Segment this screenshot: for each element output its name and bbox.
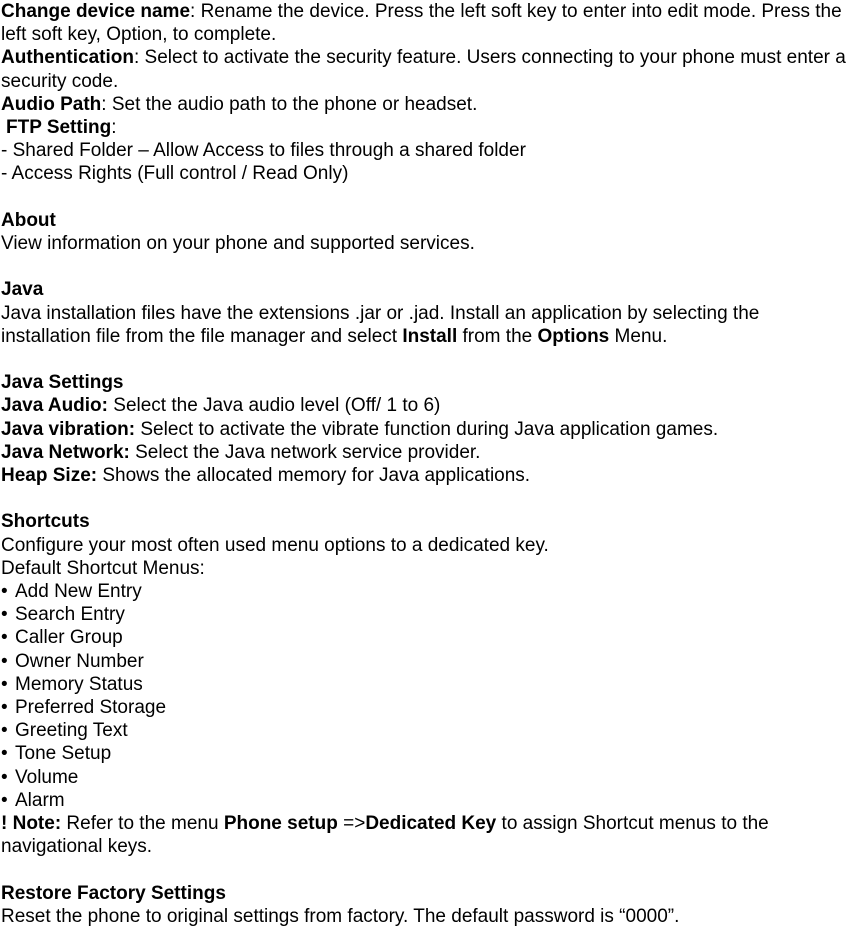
list-item: • Volume [1,766,79,788]
change-device-name-term: Change device name [1,1,191,22]
options-keyword: Options [537,325,610,347]
java-vibration-entry: Java vibration: Select to activate the vibrate function during Java application games. [1,418,719,440]
shortcut-note: ! Note: Refer to the menu Phone setup =>Dedicated Key to assign Shortcut menus to the navigational keys. [1,813,769,858]
audio-path-text: : Set the audio path to the phone or headset. [101,93,478,115]
list-item: • Greeting Text [1,720,128,742]
audio-path-term: Audio Path [1,93,102,115]
bullet-icon: • [1,743,8,765]
restore-heading: Restore Factory Settings [1,882,226,904]
heap-size-entry: Heap Size: Shows the allocated memory for Java applications. [1,465,531,487]
bullet-icon: • [1,720,8,742]
bullet-icon: • [1,697,8,719]
list-item: • Tone Setup [1,743,112,765]
ftp-setting-colon: : [111,117,117,139]
list-item: • Add New Entry [1,581,142,603]
bullet-icon: • [1,627,8,649]
bullet-icon: • [1,581,8,603]
authentication-term: Authentication [1,47,134,69]
spacer [1,186,862,209]
list-item: • Preferred Storage [1,697,167,719]
spacer [1,487,862,510]
audio-path-entry [1,93,862,116]
shortcut-list [1,580,862,812]
phone-setup-keyword: Phone setup [223,813,338,835]
java-text: Java installation files have the extensions .jar or .jad. Install an application by selecting the installation file from the file manager and select Install from the Options Menu. [1,302,760,347]
ftp-setting-term: FTP Setting [6,117,112,139]
install-keyword: Install [402,325,458,347]
java-settings-heading: Java Settings [1,372,124,394]
java-heading: Java [1,279,44,301]
list-item: • Alarm [1,789,65,811]
java-audio-entry: Java Audio: Select the Java audio level (Off/ 1 to 6) [1,395,441,417]
ftp-setting-entry [1,116,862,139]
ftp-item-access-rights: - Access Rights (Full control / Read Only) [1,163,349,185]
spacer [1,348,862,371]
restore-text: Reset the phone to original settings from factory. The default password is “0000”. [1,905,680,927]
shortcuts-text: Configure your most often used menu options to a dedicated key. [1,534,549,556]
bullet-icon: • [1,789,8,811]
shortcuts-heading: Shortcuts [1,511,90,533]
spacer [1,255,862,278]
about-text: View information on your phone and supported services. [1,233,475,255]
change-device-name-text: : Rename the device. Press the left soft key to enter into edit mode. Press the left soft key, Option, to complete. [1,1,842,46]
authentication-entry [1,46,862,92]
authentication-text: : Select to activate the security feature. Users connecting to your phone must enter a security code. [1,47,846,92]
list-item: • Search Entry [1,604,125,626]
about-heading: About [1,209,56,231]
list-item: • Caller Group [1,627,123,649]
bullet-icon: • [1,604,8,626]
change-device-name-entry [1,0,862,46]
dedicated-key-keyword: Dedicated Key [365,813,497,835]
spacer [1,858,862,881]
list-item: • Memory Status [1,673,143,695]
java-network-entry: Java Network: Select the Java network service provider. [1,441,481,463]
list-item: • Owner Number [1,650,144,672]
bullet-icon: • [1,650,8,672]
ftp-item-shared-folder: - Shared Folder – Allow Access to files through a shared folder [1,140,526,162]
default-shortcut-label: Default Shortcut Menus: [1,557,205,579]
bullet-icon: • [1,766,8,788]
bullet-icon: • [1,673,8,695]
note-label: ! Note: [1,813,62,835]
